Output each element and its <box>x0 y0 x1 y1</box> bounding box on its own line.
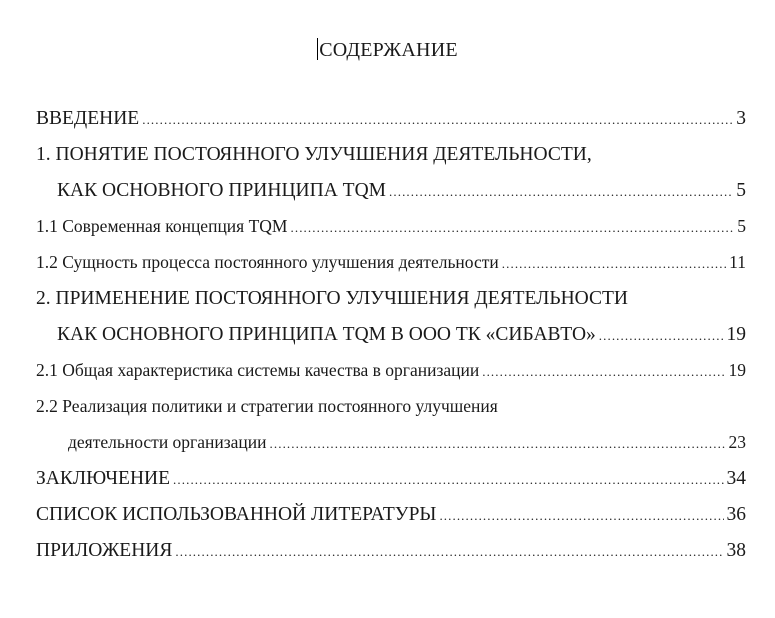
toc-entry-label: деятельности организации <box>68 432 267 452</box>
toc-entry-label: КАК ОСНОВНОГО ПРИНЦИПА TQM В ООО ТК «СИБАВТО» <box>57 324 596 345</box>
toc-entry-section-2-2-line-1[interactable] <box>36 396 746 432</box>
toc-entry-page: 11 <box>729 252 746 272</box>
toc-entry-label: 2. ПРИМЕНЕНИЕ ПОСТОЯННОГО УЛУЧШЕНИЯ ДЕЯТЕЛЬНОСТИ <box>36 288 628 309</box>
toc-entry-label: СПИСОК ИСПОЛЬЗОВАННОЙ ЛИТЕРАТУРЫ <box>36 504 437 525</box>
dot-leader <box>439 508 723 524</box>
toc-entry-label: 1.2 Сущность процесса постоянного улучшения деятельности <box>36 252 499 272</box>
dot-leader <box>291 220 735 236</box>
dot-leader <box>175 544 723 560</box>
toc-entry-conclusion[interactable] <box>36 468 746 504</box>
toc-title-container <box>0 38 775 62</box>
toc-entry-label: 1.1 Современная концепция TQM <box>36 216 288 236</box>
toc-entry-chapter-1-line-1[interactable] <box>36 144 746 180</box>
dot-leader <box>389 184 733 200</box>
toc-entry-label: ВВЕДЕНИЕ <box>36 108 140 129</box>
dot-leader <box>173 472 723 488</box>
toc-entry-section-2-1[interactable] <box>36 360 746 396</box>
toc-entry-label: ПРИЛОЖЕНИЯ <box>36 540 173 561</box>
toc-entry-page: 23 <box>728 432 746 452</box>
toc-entry-chapter-2-line-2[interactable] <box>36 324 746 360</box>
toc-entry-page: 34 <box>726 468 746 489</box>
toc-entry-label: 2.2 Реализация политики и стратегии постоянного улучшения <box>36 396 498 416</box>
toc-entry-section-1-2[interactable] <box>36 252 746 288</box>
toc-entry-introduction[interactable] <box>36 108 746 144</box>
toc-entry-page: 5 <box>737 216 746 236</box>
toc-entry-page: 19 <box>726 324 746 345</box>
toc-title: СОДЕРЖАНИЕ <box>319 39 458 61</box>
toc-entry-page: 5 <box>736 180 746 201</box>
toc-entry-page: 19 <box>728 360 746 380</box>
toc-entry-chapter-1-line-2[interactable] <box>36 180 746 216</box>
toc-entry-page: 36 <box>726 504 746 525</box>
toc-entry-section-2-2-line-2[interactable] <box>36 432 746 468</box>
dot-leader <box>502 256 726 272</box>
toc-entry-label: 1. ПОНЯТИЕ ПОСТОЯННОГО УЛУЧШЕНИЯ ДЕЯТЕЛЬНОСТИ, <box>36 144 592 165</box>
toc-entry-label: ЗАКЛЮЧЕНИЕ <box>36 468 171 489</box>
dot-leader <box>599 328 724 344</box>
dot-leader <box>482 364 725 380</box>
dot-leader <box>142 112 733 128</box>
toc-entry-section-1-1[interactable] <box>36 216 746 252</box>
toc-entry-references[interactable] <box>36 504 746 540</box>
toc-entry-label: КАК ОСНОВНОГО ПРИНЦИПА TQM <box>57 180 387 201</box>
toc-entry-appendices[interactable] <box>36 540 746 576</box>
toc-entry-page: 3 <box>736 108 746 129</box>
toc-entry-page: 38 <box>726 540 746 561</box>
dot-leader <box>270 436 726 452</box>
table-of-contents <box>36 108 746 576</box>
toc-entry-label: 2.1 Общая характеристика системы качества в организации <box>36 360 480 380</box>
toc-entry-chapter-2-line-1[interactable] <box>36 288 746 324</box>
